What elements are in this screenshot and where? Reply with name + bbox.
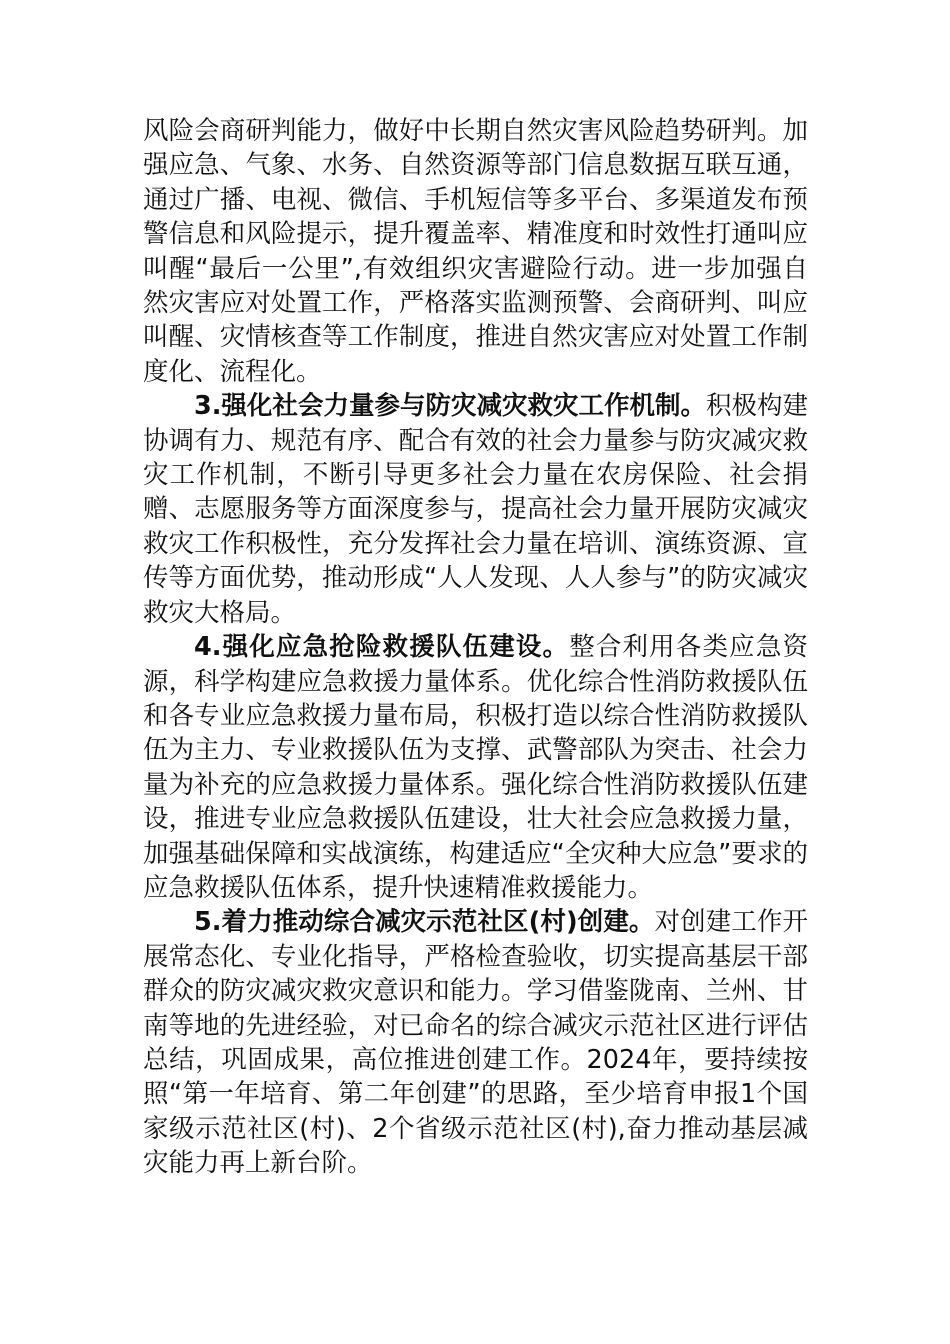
paragraph-body: 整合利用各类应急资源，科学构建应急救援力量体系。优化综合性消防救援队伍和各专业应急救援力量布局，积极打造以综合性消防救援队伍为主力、专业救援队伍为支撑、武警部队为突击、社会力量为补充的应急救援力量体系。强化综合性消防救援队伍建设，推进专业应急救援队伍建设，壮大社会应急救援力量，加强基础保障和实战演练，构建适应“全灾种大应急”要求的应急救援队伍体系，提升快速精准救援能力。 bbox=[143, 632, 808, 903]
section-heading: 5.着力推动综合减灾示范社区(村)创建。 bbox=[194, 907, 655, 938]
section-heading: 3.强化社会力量参与防灾减灾救灾工作机制。 bbox=[194, 391, 706, 422]
paragraph-body: 风险会商研判能力，做好中长期自然灾害风险趋势研判。加强应急、气象、水务、自然资源等部门信息数据互联互通，通过广播、电视、微信、手机短信等多平台、多渠道发布预警信息和风险提示，提升覆盖率、精准度和时效性打通叫应叫醒“最后一公里”,有效组织灾害避险行动。进一步加强自然灾害应对处置工作，严格落实监测预警、会商研判、叫应叫醒、灾情核查等工作制度，推进自然灾害应对处置工作制度化、流程化。 bbox=[143, 116, 808, 387]
section-heading: 4.强化应急抢险救援队伍建设。 bbox=[194, 632, 570, 663]
paragraph-body: 积极构建协调有力、规范有序、配合有效的社会力量参与防灾减灾救灾工作机制，不断引导更多社会力量在农房保险、社会捐赠、志愿服务等方面深度参与，提高社会力量开展防灾减灾救灾工作积极性，充分发挥社会力量在培训、演练资源、宣传等方面优势，推动形成“人人发现、人人参与”的防灾减灾救灾大格局。 bbox=[143, 391, 808, 628]
paragraph-continuation bbox=[143, 114, 808, 389]
document-page bbox=[143, 114, 808, 1181]
paragraph-body: 对创建工作开展常态化、专业化指导，严格检查验收，切实提高基层干部群众的防灾减灾救灾意识和能力。学习借鉴陇南、兰州、甘南等地的先进经验，对已命名的综合减灾示范社区进行评估总结，巩固成果，高位推进创建工作。2024年，要持续按照“第一年培育、第二年创建”的思路，至少培育申报1个国家级示范社区(村)、2个省级示范社区(村),奋力推动基层减灾能力再上新台阶。 bbox=[143, 907, 808, 1179]
paragraph-rescue-teams bbox=[143, 630, 808, 905]
paragraph-social-forces bbox=[143, 389, 808, 630]
paragraph-demo-communities bbox=[143, 905, 808, 1180]
